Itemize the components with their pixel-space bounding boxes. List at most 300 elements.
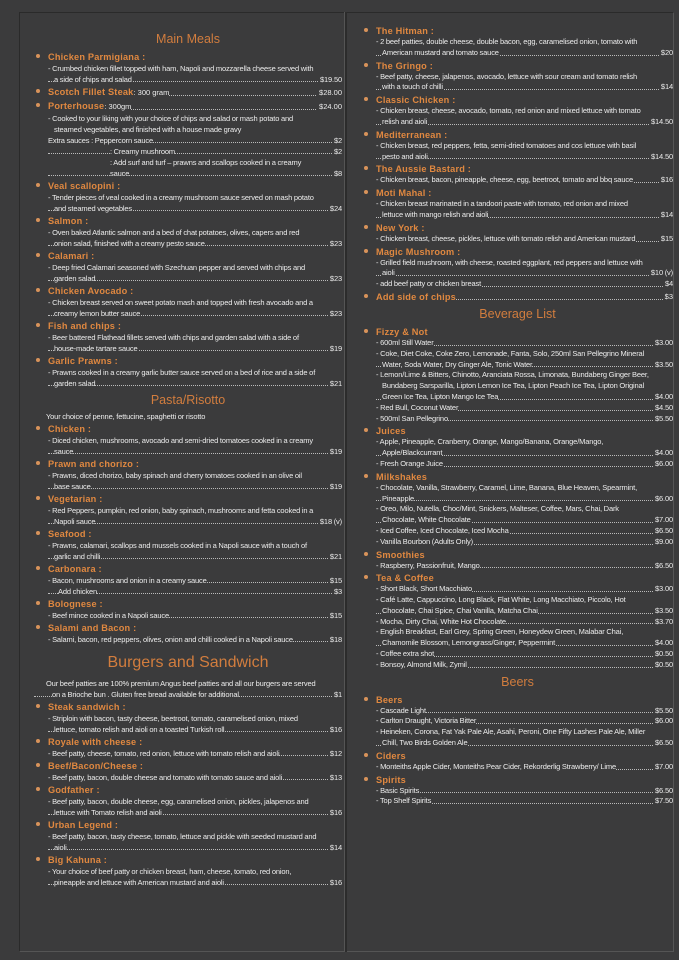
item-weight: : 300 gram <box>133 88 170 97</box>
item-heading <box>376 186 673 199</box>
text-wrap <box>48 866 318 888</box>
description-text: - Chicken breast marinated in a tandoori paste with tomato, red onion and mixed lettuce with mango relish and aioli <box>376 199 628 219</box>
description-text: - Red Bull, Coconut Water <box>376 402 459 412</box>
line-price: $19.50 <box>319 75 342 84</box>
text-wrap <box>48 435 318 457</box>
description-text: - Prawns, diced chorizo, baby spinach and cherry tomatoes cooked in an olive oil base sauce <box>48 471 302 491</box>
item-name: Steak sandwich : <box>48 702 126 712</box>
item-description <box>48 262 342 284</box>
item-description <box>376 706 673 717</box>
bullet-icon <box>364 166 368 170</box>
line-price: $8 <box>333 169 342 178</box>
bullet-icon <box>36 763 40 767</box>
menu-item-steak-sandwich <box>34 700 342 735</box>
item-description <box>376 762 673 773</box>
text-wrap <box>376 504 649 526</box>
menu-item-moti-mahal <box>362 186 673 221</box>
bullet-icon <box>36 461 40 465</box>
description-text: - Mocha, Dirty Chai, White Hot Chocolate <box>376 616 506 626</box>
item-description <box>376 414 673 425</box>
menu-item-the-hitman <box>362 24 673 59</box>
item-description <box>376 106 673 128</box>
description-text: - Prawns, calamari, scallops and mussels cooked in a Napoli sauce with a touch of garlic and chilli <box>48 541 307 561</box>
text-wrap <box>48 540 318 562</box>
description-text: - 2 beef patties, double cheese, double bacon, egg, caramelised onion, tomato with American mustard and tomato sauce <box>376 37 638 57</box>
text-wrap <box>48 772 318 783</box>
item-name: Salmon : <box>48 216 89 226</box>
right-column <box>362 24 673 807</box>
item-description <box>48 146 342 157</box>
bullet-icon <box>36 218 40 222</box>
description-text: - Beef patty, cheese, tomato, red onion, lettuce with tomato relish and aioli <box>48 749 280 758</box>
intro-price: $1 <box>333 690 342 699</box>
description-text: - Beef patty, bacon, tasty cheese, tomato, lettuce and pickle with seeded mustard and aioli <box>48 832 317 852</box>
item-price: $24.00 <box>319 102 342 111</box>
bullet-icon <box>36 739 40 743</box>
text-wrap <box>48 227 318 249</box>
text-wrap <box>376 37 649 59</box>
description-text: - Your choice of beef patty or chicken breast, ham, cheese, tomato, red onion, pineapple and lettuce with American mustard and aioli <box>48 867 292 887</box>
item-description <box>48 135 342 146</box>
item-heading <box>48 783 342 796</box>
item-name: Chicken Avocado : <box>48 286 134 296</box>
text-wrap <box>48 63 318 85</box>
item-name: Chicken Parmigiana : <box>48 52 146 62</box>
item-description <box>376 727 673 749</box>
item-description <box>48 634 342 645</box>
item-heading <box>376 128 673 141</box>
item-description <box>376 660 673 671</box>
description-text: - Heineken, Corona, Fat Yak Pale Ale, Asahi, Peroni, One Fifty Lashes Pale Ale, Miller Chill, Two Birds Golden Ale <box>376 727 646 748</box>
line-price: $21 <box>329 552 342 561</box>
section-beers <box>362 674 673 808</box>
item-description <box>48 610 342 621</box>
text-wrap <box>48 748 318 759</box>
description-text: - Crumbed chicken fillet topped with ham, Napoli and mozzarella cheese served with a side of chips and salad <box>48 64 314 84</box>
bullet-icon <box>36 625 40 629</box>
line-price: $15 <box>329 611 342 620</box>
line-price: $6.00 <box>654 458 673 468</box>
item-name: Royale with cheese : <box>48 737 143 747</box>
text-wrap <box>376 786 649 797</box>
item-description <box>48 713 342 735</box>
description-text: - Beef mince cooked in a Napoli sauce <box>48 611 170 620</box>
bullet-icon <box>36 787 40 791</box>
description-text: - add beef patty or chicken breast <box>376 279 482 289</box>
description-text: : Add surf and turf – prawns and scallops cooked in a creamy sauce <box>110 158 302 178</box>
item-description <box>376 141 673 163</box>
item-description <box>376 338 673 349</box>
item-heading <box>48 422 342 435</box>
description-text: - Bonsoy, Almond Milk, Zymil <box>376 659 467 669</box>
description-text: - Vanilla Bourbon (Adults Only) <box>376 536 473 546</box>
item-description <box>376 584 673 595</box>
text-wrap <box>376 234 649 245</box>
bullet-icon <box>364 28 368 32</box>
text-wrap <box>376 338 649 349</box>
line-price: $24 <box>329 204 342 213</box>
menu-item-ciders <box>362 749 673 773</box>
menu-item-spirits <box>362 773 673 808</box>
text-wrap <box>48 135 318 146</box>
menu-item-mediterranean <box>362 128 673 163</box>
line-price: $23 <box>329 239 342 248</box>
item-description <box>376 459 673 470</box>
line-price: $0.50 <box>654 659 673 669</box>
menu-item-chicken <box>34 422 342 457</box>
line-price: $3.50 <box>654 605 673 615</box>
item-description <box>48 831 342 853</box>
item-description <box>376 483 673 505</box>
menu-item-godfather <box>34 783 342 818</box>
item-heading <box>376 548 673 561</box>
text-wrap <box>376 258 649 280</box>
item-heading <box>48 99 342 113</box>
section-title: Beers <box>501 674 534 689</box>
line-price: $4.00 <box>654 448 673 458</box>
item-description <box>376 504 673 526</box>
description-text: - 600ml Still Water <box>376 337 434 347</box>
item-description <box>376 175 673 186</box>
bullet-icon <box>364 753 368 757</box>
text-wrap <box>48 575 318 586</box>
description-text: - 500ml San Pellegrino <box>376 413 448 423</box>
line-price: $4.50 <box>654 402 673 412</box>
bullet-icon <box>36 857 40 861</box>
line-price: $5.50 <box>654 705 673 715</box>
line-price: $14.50 <box>650 151 673 161</box>
menu-item-calamari <box>34 249 342 284</box>
description-text: Add chicken <box>58 587 98 596</box>
item-name: Spirits <box>376 774 406 785</box>
bullet-icon <box>36 822 40 826</box>
menu-item-chicken-avocado <box>34 284 342 319</box>
line-price: $3.70 <box>654 616 673 626</box>
menu-item-porterhouse <box>34 99 342 179</box>
item-name: Godfather : <box>48 785 100 795</box>
section-pasta-risotto <box>34 392 342 645</box>
item-description <box>48 796 342 818</box>
item-name: Milkshakes <box>376 471 428 482</box>
item-heading <box>376 470 673 483</box>
text-wrap <box>376 584 649 595</box>
text-wrap <box>46 411 318 422</box>
text-wrap <box>376 649 649 660</box>
menu-item-garlic-prawns <box>34 354 342 389</box>
section-intro <box>34 678 342 700</box>
line-price: $2 <box>333 136 342 145</box>
menu-item-beef-bacon-cheese <box>34 759 342 783</box>
item-description <box>376 786 673 797</box>
text-wrap <box>48 157 318 179</box>
item-name: Beef/Bacon/Cheese : <box>48 761 144 771</box>
item-description <box>376 370 673 402</box>
line-price: $18 (v) <box>319 517 342 526</box>
description-text: - Chocolate, Vanilla, Strawberry, Caramel, Lime, Banana, Blue Heaven, Spearmint, Pineapple <box>376 482 638 503</box>
bullet-icon <box>36 103 40 107</box>
line-price: $3.00 <box>654 337 673 347</box>
text-wrap <box>376 762 649 773</box>
item-name: Big Kahuna : <box>48 855 108 865</box>
text-wrap <box>376 370 649 402</box>
menu-item-beers <box>362 693 673 749</box>
bullet-icon <box>364 575 368 579</box>
description-text: - Café Latte, Cappuccino, Long Black, Flat White, Long Macchiato, Piccolo, Hot Chocolate, Chai Spice, Chai Vanilla, Matcha Chai <box>376 595 626 615</box>
text-wrap <box>376 595 649 617</box>
section-burgers-and-sandwich <box>34 653 342 888</box>
item-description <box>48 297 342 319</box>
menu-item-salami-and-bacon <box>34 621 342 645</box>
menu-item-chicken-parmigiana <box>34 50 342 85</box>
line-price: $23 <box>329 274 342 283</box>
bullet-icon <box>364 329 368 333</box>
line-price: $20 <box>660 47 673 57</box>
description-text: - Oven baked Atlantic salmon and a bed of chat potatoes, olives, capers and red onion salad, finished with a creamy pesto sauce <box>48 228 300 248</box>
description-text: - Monteiths Apple Cider, Monteiths Pear Cider, Rekorderlig Strawberry/ Lime <box>376 761 616 771</box>
bullet-icon <box>36 323 40 327</box>
line-price: $14 <box>660 82 673 92</box>
item-name: The Aussie Bastard : <box>376 164 472 175</box>
bullet-icon <box>364 428 368 432</box>
text-wrap <box>48 262 318 284</box>
item-name: Smoothies <box>376 549 425 560</box>
line-price: $16 <box>329 808 342 817</box>
line-price: $16 <box>329 878 342 887</box>
description-text: - Beef patty, bacon, double cheese and tomato with tomato sauce and aioli <box>48 773 283 782</box>
line-price: $6.00 <box>654 493 673 503</box>
line-price: $21 <box>329 379 342 388</box>
item-description <box>48 227 342 249</box>
text-wrap <box>48 113 318 135</box>
item-heading <box>48 735 342 748</box>
item-heading <box>48 597 342 610</box>
bullet-icon <box>36 704 40 708</box>
item-heading <box>48 492 342 505</box>
description-text: - Tender pieces of veal cooked in a creamy mushroom sauce served on mash potato and steamed vegetables <box>48 193 314 213</box>
description-text: - Bacon, mushrooms and onion in a creamy sauce <box>48 576 207 585</box>
item-name: New York : <box>376 222 425 233</box>
text-wrap <box>376 796 649 807</box>
item-description <box>376 649 673 660</box>
item-heading <box>48 319 342 332</box>
text-wrap <box>376 437 649 459</box>
text-wrap <box>376 706 649 717</box>
item-heading <box>376 221 673 234</box>
item-name: Prawn and chorizo : <box>48 459 140 469</box>
menu-item-fish-and-chips <box>34 319 342 354</box>
item-heading <box>48 562 342 575</box>
item-name: Juices <box>376 426 406 437</box>
item-description <box>376 716 673 727</box>
description-text: - Iced Coffee, Iced Chocolate, Iced Mocha <box>376 525 509 535</box>
item-description <box>376 595 673 617</box>
item-heading <box>48 214 342 227</box>
item-description <box>376 258 673 280</box>
menu-item-fizzy-not <box>362 325 673 424</box>
item-name: Garlic Prawns : <box>48 356 118 366</box>
text-wrap <box>46 678 318 700</box>
item-description <box>48 470 342 492</box>
item-heading <box>376 424 673 437</box>
text-wrap <box>376 175 649 186</box>
item-heading <box>48 527 342 540</box>
bullet-icon <box>364 132 368 136</box>
item-heading <box>376 571 673 584</box>
item-description <box>376 72 673 94</box>
text-wrap <box>48 713 318 735</box>
item-name: Magic Mushroom : <box>376 246 461 257</box>
line-price: $6.50 <box>654 525 673 535</box>
line-price: $10 (v) <box>650 268 673 278</box>
item-description <box>48 367 342 389</box>
item-name: Carbonara : <box>48 564 102 574</box>
line-price: $12 <box>329 749 342 758</box>
menu-item-bolognese <box>34 597 342 621</box>
line-price: $3 <box>333 587 342 596</box>
item-name: Salami and Bacon : <box>48 623 137 633</box>
line-price: $5.50 <box>654 413 673 423</box>
line-price: $23 <box>329 309 342 318</box>
line-price: $3.00 <box>654 584 673 594</box>
item-description <box>48 157 342 179</box>
item-price: $3 <box>664 291 673 301</box>
menu-item-magic-mushroom <box>362 245 673 290</box>
item-heading <box>48 457 342 470</box>
line-price: $16 <box>660 175 673 185</box>
text-wrap <box>376 716 649 727</box>
description-text: - Top Shelf Spirits <box>376 796 432 806</box>
text-wrap <box>376 526 649 537</box>
item-name: The Hitman : <box>376 26 435 36</box>
bullet-icon <box>36 496 40 500</box>
intro-text: Our beef patties are 100% premium Angus beef patties and all our burgers are served on a Brioche bun . Gluten free bread available for additional <box>46 679 316 699</box>
item-name: Calamari : <box>48 251 95 261</box>
description-text: - Coke, Diet Coke, Coke Zero, Lemonade, Fanta, Solo, 250ml San Pellegrino Mineral Water, Soda Water, Dry Ginger Ale, Tonic Water <box>376 348 645 369</box>
description-text: - Beef patty, bacon, double cheese, egg, caramelised onion, pickles, jalapenos and lettuce with Tomato relish and aioli <box>48 797 309 817</box>
item-name: Ciders <box>376 750 406 761</box>
description-text: - Chicken breast, bacon, pineapple, cheese, egg, beetroot, tomato and bbq sauce <box>376 175 633 185</box>
description-text: - Carlton Draught, Victoria Bitter <box>376 716 477 726</box>
text-wrap <box>48 831 318 853</box>
text-wrap <box>48 297 318 319</box>
item-heading <box>48 249 342 262</box>
menu-item-smoothies <box>362 548 673 572</box>
item-name: Fish and chips : <box>48 321 122 331</box>
menu-item-new-york <box>362 221 673 245</box>
menu-item-tea-coffee <box>362 571 673 670</box>
line-price: $6.50 <box>654 785 673 795</box>
item-name: Add side of chips <box>376 291 456 302</box>
line-price: $18 <box>329 635 342 644</box>
line-price: $13 <box>329 773 342 782</box>
item-heading <box>48 700 342 713</box>
intro-text: Your choice of penne, fettucine, spaghetti or risotto <box>46 412 206 421</box>
text-wrap <box>376 141 649 163</box>
line-price: $19 <box>329 482 342 491</box>
text-wrap <box>48 332 318 354</box>
line-price: $4 <box>664 279 673 289</box>
item-heading <box>48 179 342 192</box>
item-description <box>376 199 673 221</box>
menu-item-juices <box>362 424 673 469</box>
item-description <box>48 332 342 354</box>
line-price: $19 <box>329 344 342 353</box>
menu-item-seafood <box>34 527 342 562</box>
bullet-icon <box>36 89 40 93</box>
description-text: - Cascade Light <box>376 705 426 715</box>
item-heading <box>376 325 673 338</box>
item-description <box>48 113 342 135</box>
item-heading <box>376 693 673 706</box>
description-text: - Red Peppers, pumpkin, red onion, baby spinach, mushrooms and fetta cooked in a Napoli sauce <box>48 506 314 526</box>
line-price: $14 <box>660 209 673 219</box>
item-description <box>48 505 342 527</box>
text-wrap <box>376 199 649 221</box>
item-heading <box>376 162 673 175</box>
line-price: $7.50 <box>654 796 673 806</box>
item-description <box>376 526 673 537</box>
menu-item-scotch-fillet-steak <box>34 85 342 99</box>
text-wrap <box>48 470 318 492</box>
description-text: - Basic Spirits <box>376 785 420 795</box>
item-description <box>48 540 342 562</box>
item-description <box>376 437 673 459</box>
text-wrap <box>48 367 318 389</box>
text-wrap <box>48 146 318 157</box>
line-price: $4.00 <box>654 638 673 648</box>
item-weight: : 300gm <box>104 102 132 111</box>
item-description <box>48 586 342 597</box>
item-description <box>376 37 673 59</box>
bullet-icon <box>364 190 368 194</box>
item-description <box>376 627 673 649</box>
item-description <box>48 192 342 214</box>
item-name: Beers <box>376 694 403 705</box>
description-text: - Striploin with bacon, tasty cheese, beetroot, tomato, caramelised onion, mixed lettuce, tomato relish and aioli on a toasted Turkish roll <box>48 714 298 734</box>
item-description <box>376 349 673 371</box>
item-description <box>48 748 342 759</box>
item-description <box>376 279 673 290</box>
text-wrap <box>48 505 318 527</box>
item-heading <box>376 245 673 258</box>
description-text: - Chicken breast served on sweet potato mash and topped with fresh avocado and a creamy lemon butter sauce <box>48 298 313 318</box>
text-wrap <box>376 561 649 572</box>
description-text: - Raspberry, Passionfruit, Mango <box>376 560 480 570</box>
line-price: $7.00 <box>654 515 673 525</box>
item-name: Seafood : <box>48 529 92 539</box>
item-name: Fizzy & Not <box>376 326 428 337</box>
bullet-icon <box>36 358 40 362</box>
item-description <box>376 617 673 628</box>
bullet-icon <box>36 183 40 187</box>
menu-item-veal-scallopini <box>34 179 342 214</box>
item-heading <box>48 284 342 297</box>
section-title: Main Meals <box>156 32 220 46</box>
description-text: - Diced chicken, mushrooms, avocado and semi-dried tomatoes cooked in a creamy sauce <box>48 436 313 456</box>
left-column <box>34 28 342 888</box>
description-text: - Chicken breast, cheese, avocado, tomato, red onion and mixed lettuce with tomato relish and aioli <box>376 106 641 126</box>
item-heading <box>376 773 673 786</box>
text-wrap <box>48 610 318 621</box>
item-name: Scotch Fillet Steak <box>48 87 134 97</box>
text-wrap <box>48 192 318 214</box>
description-text: - Coffee extra shot <box>376 649 435 659</box>
description-text: - Chicken breast, red peppers, fetta, semi-dried tomatoes and cos lettuce with basil pesto and aioli <box>376 140 637 161</box>
item-name: Veal scallopini : <box>48 181 121 191</box>
bullet-icon <box>364 249 368 253</box>
description-text: - Apple, Pineapple, Cranberry, Orange, Mango/Banana, Orange/Mango, Apple/Blackcurrant <box>376 437 604 458</box>
line-price: $15 <box>660 233 673 243</box>
